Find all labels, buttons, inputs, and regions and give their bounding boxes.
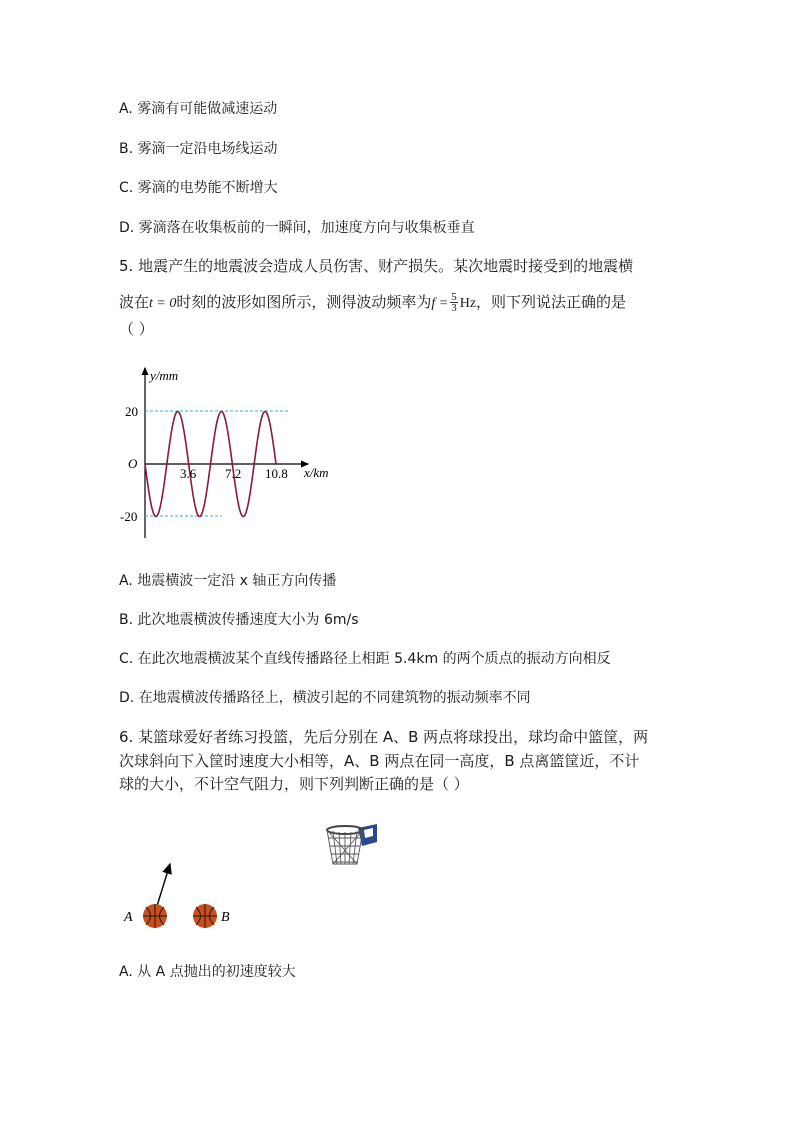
q4-option-c: C. 雾滴的电势能不断增大 — [119, 180, 278, 196]
q5-option-d: D. 在地震横波传播路径上，横波引起的不同建筑物的振动频率不同 — [119, 690, 531, 706]
q5-freq-denominator: 3 — [451, 302, 457, 314]
q6-stem-line2: 次球斜向下入筐时速度大小相等，A、B 两点在同一高度，B 点离篮筐近，不计 — [119, 752, 640, 770]
q4-option-d: D. 雾滴落在收集板前的一瞬间，加速度方向与收集板垂直 — [119, 220, 475, 236]
q5-stem-line1: 5. 地震产生的地震波会造成人员伤害、财产损失。某次地震时接受到的地震横 — [119, 257, 634, 275]
launch-velocity-arrow — [157, 864, 170, 906]
q5-stem-pre: 波在 — [119, 293, 150, 311]
basketball-figure — [115, 818, 395, 938]
point-a-label: A — [124, 910, 133, 925]
y-tick-bottom: -20 — [120, 509, 138, 524]
q5-option-b: B. 此次地震横波传播速度大小为 6m/s — [119, 612, 359, 628]
q4-option-b: B. 雾滴一定沿电场线运动 — [119, 141, 278, 157]
x-tick-1: 3.6 — [180, 466, 197, 481]
x-tick-3: 10.8 — [265, 466, 288, 481]
q6-option-a: A. 从 A 点抛出的初速度较大 — [119, 964, 296, 980]
point-b-label: B — [221, 910, 230, 925]
basketball-b-icon — [193, 904, 217, 928]
wave-graph — [110, 360, 350, 550]
x-axis-label: x/km — [304, 465, 329, 480]
q6-stem-line1: 6. 某篮球爱好者练习投篮，先后分别在 A、B 两点将球投出，球均命中篮筐，两 — [119, 728, 649, 746]
q5-time-expr: t = 0 — [149, 296, 177, 311]
q5-freq-expr: f = — [431, 296, 449, 311]
q5-option-c: C. 在此次地震横波某个直线传播路径上相距 5.4km 的两个质点的振动方向相反 — [119, 651, 611, 667]
basketball-a-icon — [143, 904, 167, 928]
q5-stem-mid: 时刻的波形如图所示，测得波动频率为 — [176, 293, 432, 311]
q5-freq-numerator: 5 — [451, 291, 457, 303]
q5-stem-line2 — [119, 292, 626, 316]
q5-freq-fraction — [450, 292, 458, 313]
y-axis-label: y/mm — [150, 368, 179, 383]
q6-stem-line3: 球的大小，不计空气阻力，则下列判断正确的是（ ） — [119, 775, 469, 793]
origin-label: O — [128, 456, 138, 471]
q5-freq-unit: Hz — [459, 296, 477, 311]
q5-stem-post: ，则下列说法正确的是 — [476, 293, 627, 311]
x-tick-2: 7.2 — [225, 466, 242, 481]
q4-option-a: A. 雾滴有可能做减速运动 — [119, 101, 278, 117]
y-tick-top: 20 — [125, 404, 138, 419]
basketball-hoop-icon — [327, 824, 377, 864]
q5-option-a: A. 地震横波一定沿 x 轴正方向传播 — [119, 573, 337, 589]
q5-answer-bracket: （ ） — [119, 320, 154, 338]
